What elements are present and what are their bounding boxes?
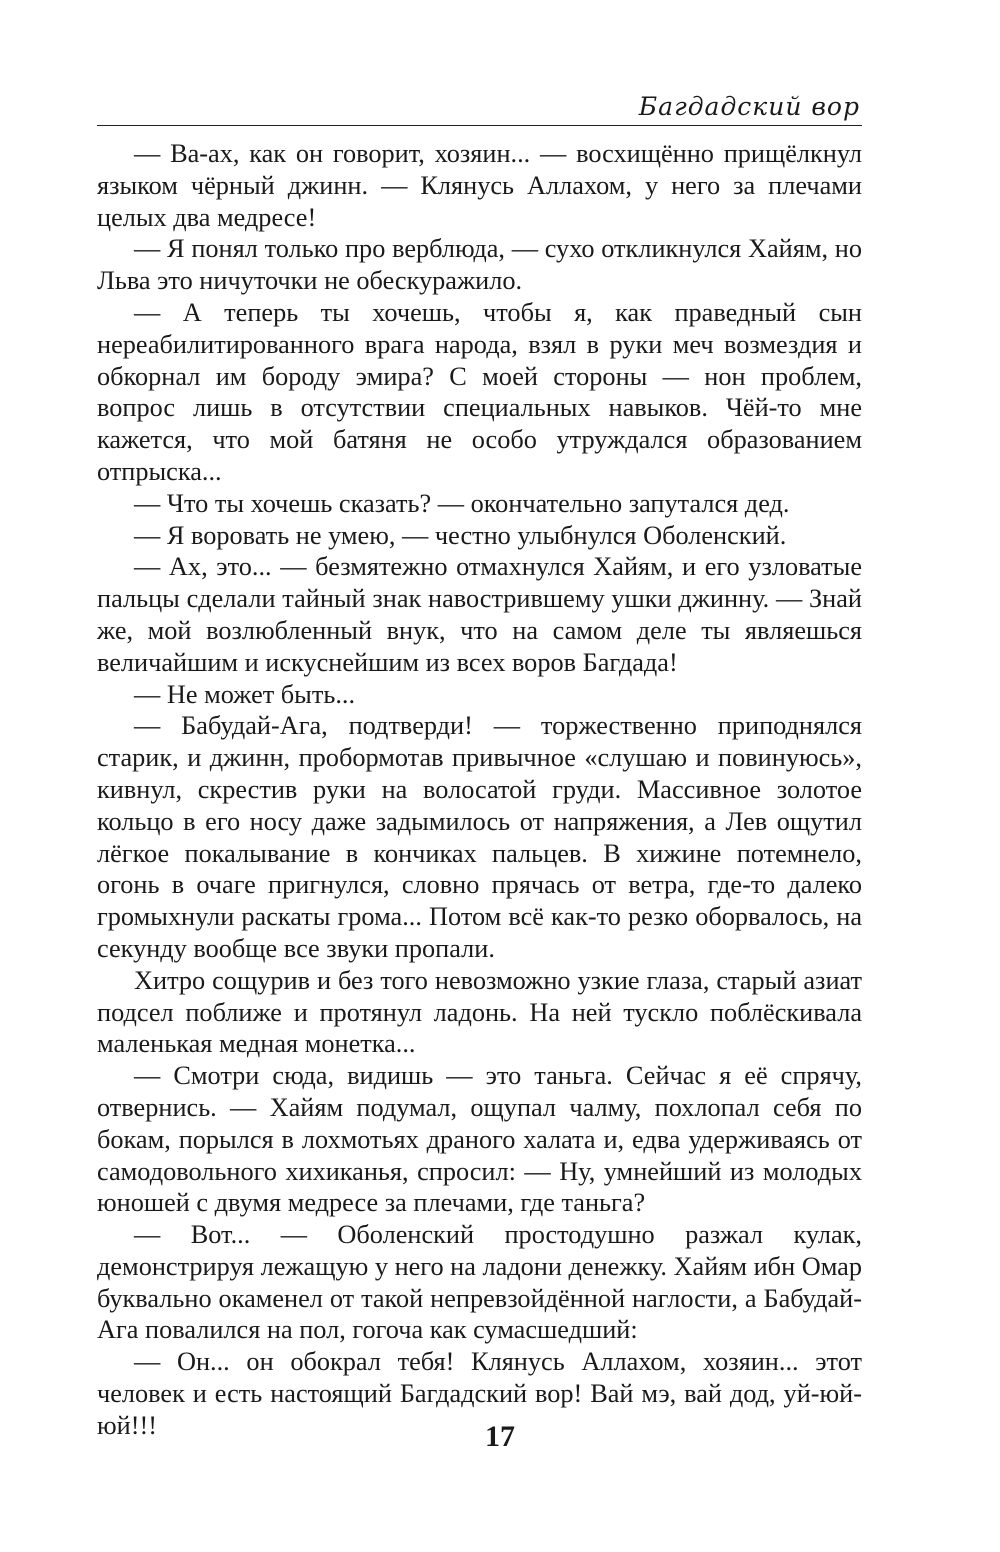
page-body (97, 92, 862, 1442)
paragraph: — Бабудай-Ага, подтверди! — торжественно приподнялся старик, и джинн, пробормотав привычное «слушаю и повинуюсь», кивнул, скрестив руки на волосатой груди. Массивное золотое кольцо в его носу даже задымилось от напряжения, а Лев ощутил лёгкое покалывание в кончиках пальцев. В хижине потемнело, огонь в очаге пригнулся, словно прячась от ветра, где-то далеко громыхнули раскаты грома... Потом всё как-то резко оборвалось, на секунду вообще все звуки пропали. (97, 711, 862, 963)
paragraph: — Не может быть... (134, 679, 356, 709)
paragraph: — Я воровать не умею, — честно улыбнулся Оболенский. (134, 520, 787, 550)
paragraph: — Что ты хочешь сказать? — окончательно запутался дед. (134, 488, 790, 518)
paragraph: — А теперь ты хочешь, чтобы я, как праведный сын нереабилитированного врага народа, взял в руки меч возмездия и обкорнал им бороду эмира? С моей стороны — нон проблем, вопрос лишь в отсутствии специальных навыков. Чёй-то мне кажется, что мой батяня не особо утруждался образованием отпрыска... (97, 297, 862, 486)
paragraph: Хитро сощурив и без того невозможно узкие глаза, старый азиат подсел поближе и протянул ладонь. На ней тускло поблёскивала маленькая медная монетка... (97, 965, 862, 1059)
running-head-title: Багдадский вор (638, 92, 860, 121)
paragraph: — Я понял только про верблюда, — сухо откликнулся Хайям, но Льва это ничуточки не обескуражило. (97, 234, 862, 296)
paragraph: — Он... он обокрал тебя! Клянусь Аллахом, хозяин... этот человек и есть настоящий Багдадский вор! Вай мэ, вай дод, уй-юй-юй!!! (97, 1347, 862, 1440)
header-rule-divider (97, 125, 862, 126)
paragraph: — Ах, это... — безмятежно отмахнулся Хайям, и его узловатые пальцы сделали тайный знак навострившему ушки джинну. — Знай же, мой возлюбленный внук, что на самом деле ты являешься величайшим и искуснейшим из всех воров Багдада! (97, 552, 862, 677)
paragraph: — Ва-ах, как он говорит, хозяин... — восхищённо прищёлкнул языком чёрный джинн. — Клянусь Аллахом, у него за плечами целых два медресе! (97, 139, 862, 232)
body-text (97, 138, 862, 1442)
page-number: 17 (485, 1420, 515, 1453)
paragraph: — Вот... — Оболенский простодушно разжал кулак, демонстрируя лежащую у него на ладони денежку. Хайям ибн Омар буквально окаменел от такой непревзойдённой наглости, а Бабудай-Ага повалился на пол, гогоча как сумасшедший: (97, 1220, 862, 1345)
paragraph: — Смотри сюда, видишь — это таньга. Сейчас я её спрячу, отвернись. — Хайям подумал, ощупал чалму, похлопал себя по бокам, порылся в лохмотьях драного халата и, едва удерживаясь от самодовольного хихиканья, спросил: — Ну, умнейший из молодых юношей с двумя медресе за плечами, где таньга? (97, 1061, 862, 1218)
